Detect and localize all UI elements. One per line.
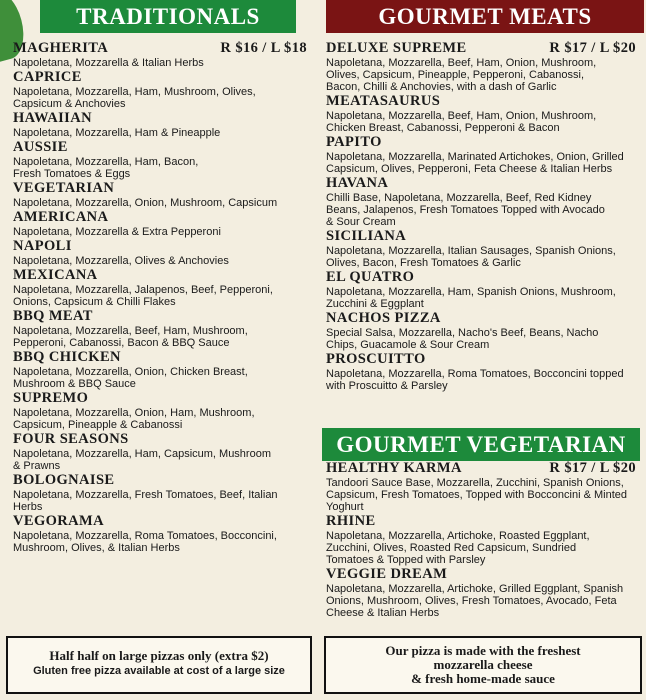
ingredients-line: Napoletana, Mozzarella, Jalapenos, Beef, Pepperoni, — [13, 284, 273, 296]
menu-item — [326, 269, 638, 310]
ingredients-line: Mushroom & BBQ Sauce — [13, 378, 136, 390]
menu-item — [326, 40, 638, 93]
ingredients-line: Napoletana, Mozzarella, Onion, Mushroom, Capsicum — [13, 197, 278, 209]
gourmet-vegetarian-list — [326, 460, 638, 619]
pizza-name: VEGORAMA — [13, 513, 104, 529]
traditionals-list — [13, 40, 309, 554]
menu-item — [13, 139, 309, 180]
menu-item — [13, 267, 309, 308]
ingredients-line: Napoletana, Mozzarella, Ham, Mushroom, Olives, — [13, 86, 256, 98]
ingredients-line: Onions, Capsicum & Chilli Flakes — [13, 296, 176, 308]
menu-item — [13, 180, 309, 209]
pizza-name: MEXICANA — [13, 267, 98, 283]
pizza-name: CAPRICE — [13, 69, 82, 85]
pizza-name: SICILIANA — [326, 228, 407, 244]
ingredients-line: Napoletana, Mozzarella, Artichoke, Grilled Eggplant, Spanish — [326, 583, 624, 595]
ingredients-line: Napoletana, Mozzarella, Onion, Chicken Breast, — [13, 366, 248, 378]
gourmet-meats-header: GOURMET MEATS — [326, 0, 644, 33]
ingredients-line: Tandoori Sauce Base, Mozzarella, Zucchini, Spanish Onions, — [326, 477, 624, 489]
pizza-name: HAWAIIAN — [13, 110, 92, 126]
pizza-name: MAGHERITA — [13, 40, 109, 56]
ingredients-line: Napoletana, Mozzarella, Beef, Ham, Mushroom, — [13, 325, 248, 337]
ingredients-line: & Sour Cream — [326, 216, 396, 228]
pizza-name: AUSSIE — [13, 139, 68, 155]
menu-item — [326, 175, 638, 228]
ingredients-line: Olives, Capsicum, Pineapple, Pepperoni, Cabanossi, — [326, 69, 585, 81]
menu-item — [13, 209, 309, 238]
ingredients-line: Napoletana, Mozzarella, Beef, Ham, Onion, Mushroom, — [326, 110, 597, 122]
price: R $17 / L $20 — [549, 40, 636, 56]
ingredients-line: Napoletana, Mozzarella, Fresh Tomatoes, Beef, Italian — [13, 489, 278, 501]
ingredients-line: Special Salsa, Mozzarella, Nacho's Beef, Beans, Nacho — [326, 327, 599, 339]
ingredients-line: Napoletana, Mozzarella, Italian Sausages, Spanish Onions, — [326, 245, 616, 257]
ingredients-line: Capsicum, Fresh Tomatoes, Topped with Bocconcini & Minted — [326, 489, 628, 501]
ingredients-line: with Proscuitto & Parsley — [326, 380, 448, 392]
menu-item — [13, 472, 309, 513]
pizza-name: VEGGIE DREAM — [326, 566, 448, 582]
ingredients-line: Onions, Mushroom, Olives, Fresh Tomatoes, Avocado, Feta — [326, 595, 617, 607]
pizza-name: FOUR SEASONS — [13, 431, 129, 447]
gourmet-vegetarian-header: GOURMET VEGETARIAN — [322, 428, 640, 461]
pizza-name: NACHOS PIZZA — [326, 310, 441, 326]
menu-item — [13, 69, 309, 110]
half-half-line: Half half on large pizzas only (extra $2) — [49, 648, 269, 663]
menu-item — [13, 431, 309, 472]
traditionals-column — [0, 0, 318, 700]
ingredients-line: Napoletana, Mozzarella, Olives & Anchovies — [13, 255, 229, 267]
ingredients-line: Beans, Jalapenos, Fresh Tomatoes Topped with Avocado — [326, 204, 605, 216]
fresh-ingredients-notice — [324, 636, 642, 694]
ingredients-line: Napoletana, Mozzarella, Roma Tomatoes, Bocconcini, — [13, 530, 277, 542]
pizza-name: BOLOGNAISE — [13, 472, 115, 488]
ingredients-line: Zucchini, Olives, Roasted Red Capsicum, Sundried — [326, 542, 577, 554]
pizza-name: VEGETARIAN — [13, 180, 115, 196]
ingredients-line: Napoletana, Mozzarella & Italian Herbs — [13, 57, 204, 69]
ingredients-line: Capsicum, Pineapple & Cabanossi — [13, 419, 183, 431]
half-half-notice — [6, 636, 312, 694]
pizza-name: PAPITO — [326, 134, 382, 150]
gourmet-column — [318, 0, 646, 700]
ingredients-line: Capsicum & Anchovies — [13, 98, 126, 110]
ingredients-line: Herbs — [13, 501, 43, 513]
fresh-line-3: & fresh home-made sauce — [411, 671, 555, 686]
price: R $17 / L $20 — [549, 460, 636, 476]
menu-item — [13, 390, 309, 431]
ingredients-line: Tomatoes & Topped with Parsley — [326, 554, 486, 566]
menu-item — [326, 513, 638, 566]
menu-item — [13, 308, 309, 349]
menu-item — [13, 513, 309, 554]
ingredients-line: Napoletana, Mozzarella, Artichoke, Roasted Eggplant, — [326, 530, 590, 542]
ingredients-line: Bacon, Chilli & Anchovies, with a dash of Garlic — [326, 81, 557, 93]
fresh-line-2: mozzarella cheese — [433, 657, 533, 672]
ingredients-line: Cheese & Italian Herbs — [326, 607, 440, 619]
pizza-name: BBQ CHICKEN — [13, 349, 121, 365]
menu-item — [326, 566, 638, 619]
menu-item — [13, 349, 309, 390]
ingredients-line: Chips, Guacamole & Sour Cream — [326, 339, 490, 351]
ingredients-line: Napoletana, Mozzarella, Marinated Artichokes, Onion, Grilled — [326, 151, 624, 163]
pizza-name: RHINE — [326, 513, 376, 529]
ingredients-line: Napoletana, Mozzarella, Onion, Ham, Mushroom, — [13, 407, 255, 419]
ingredients-line: Olives, Bacon, Fresh Tomatoes & Garlic — [326, 257, 521, 269]
menu-item — [326, 93, 638, 134]
pizza-name: MEATASAURUS — [326, 93, 441, 109]
ingredients-line: Napoletana, Mozzarella & Extra Pepperoni — [13, 226, 221, 238]
ingredients-line: Capsicum, Olives, Pepperoni, Feta Cheese & Italian Herbs — [326, 163, 613, 175]
ingredients-line: Pepperoni, Cabanossi, Bacon & BBQ Sauce — [13, 337, 230, 349]
ingredients-line: Napoletana, Mozzarella, Ham, Capsicum, Mushroom — [13, 448, 271, 460]
pizza-name: BBQ MEAT — [13, 308, 93, 324]
pizza-name: HEALTHY KARMA — [326, 460, 462, 476]
fresh-line-1: Our pizza is made with the freshest — [385, 643, 581, 658]
price: R $16 / L $18 — [220, 40, 307, 56]
ingredients-line: Napoletana, Mozzarella, Roma Tomatoes, Bocconcini topped — [326, 368, 624, 380]
ingredients-line: Napoletana, Mozzarella, Ham & Pineapple — [13, 127, 221, 139]
ingredients-line: Fresh Tomatoes & Eggs — [13, 168, 131, 180]
gluten-free-line: Gluten free pizza available at cost of a large size — [33, 665, 285, 677]
ingredients-line: Chicken Breast, Cabanossi, Pepperoni & Bacon — [326, 122, 560, 134]
ingredients-line: Napoletana, Mozzarella, Ham, Spanish Onions, Mushroom, — [326, 286, 616, 298]
menu-item — [326, 460, 638, 513]
ingredients-line: Chilli Base, Napoletana, Mozzarella, Beef, Red Kidney — [326, 192, 592, 204]
ingredients-line: Yoghurt — [326, 501, 364, 513]
menu-item — [326, 351, 638, 392]
ingredients-line: Napoletana, Mozzarella, Ham, Bacon, — [13, 156, 199, 168]
pizza-name: EL QUATRO — [326, 269, 415, 285]
menu-item — [13, 238, 309, 267]
menu-item — [326, 228, 638, 269]
pizza-name: HAVANA — [326, 175, 389, 191]
menu-item — [326, 310, 638, 351]
pizza-name: PROSCUITTO — [326, 351, 426, 367]
traditionals-header: TRADITIONALS — [40, 0, 296, 33]
menu-item — [326, 134, 638, 175]
pizza-name: NAPOLI — [13, 238, 72, 254]
gourmet-meats-list — [326, 40, 638, 392]
menu-item — [13, 110, 309, 139]
ingredients-line: Zucchini & Eggplant — [326, 298, 424, 310]
pizza-name: DELUXE SUPREME — [326, 40, 467, 56]
ingredients-line: Mushroom, Olives, & Italian Herbs — [13, 542, 180, 554]
ingredients-line: Napoletana, Mozzarella, Beef, Ham, Onion, Mushroom, — [326, 57, 597, 69]
pizza-name: SUPREMO — [13, 390, 89, 406]
ingredients-line: & Prawns — [13, 460, 61, 472]
menu-item — [13, 40, 309, 69]
pizza-name: AMERICANA — [13, 209, 109, 225]
